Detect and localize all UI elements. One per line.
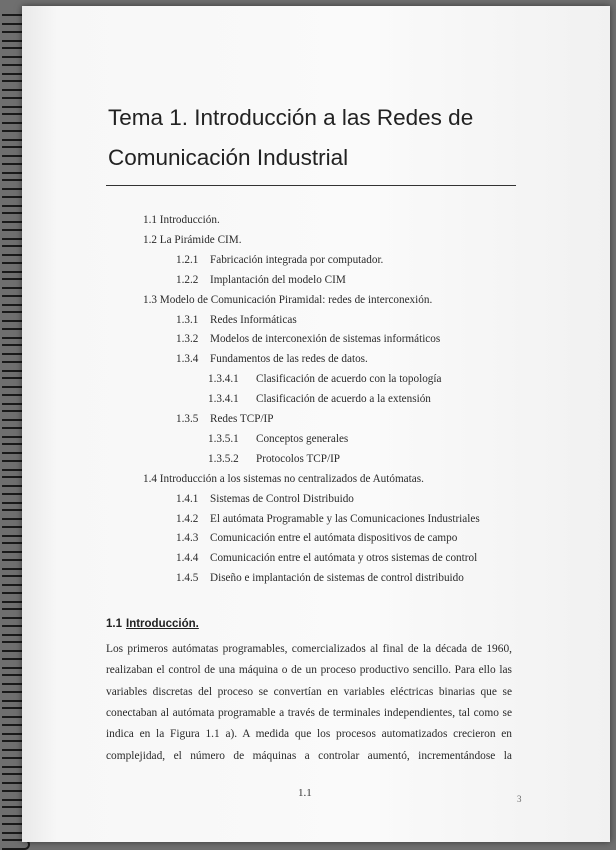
toc-entry-number: 1.3.4.1 [208, 373, 239, 386]
toc-entry-number: 1.4.2 [176, 512, 199, 525]
toc-entry [176, 314, 297, 326]
toc-entry-text: 1.2 La Pirámide CIM. [143, 233, 242, 246]
toc-entry-text: 1.4 Introducción a los sistemas no centralizados de Autómatas. [143, 472, 424, 485]
section-number: 1.1 [106, 618, 122, 630]
section-heading [106, 618, 199, 630]
title-line-1: Tema 1. Introducción a las Redes de [108, 105, 474, 130]
toc-entry [176, 552, 477, 564]
toc-entry-number: 1.4.1 [176, 492, 199, 505]
toc-entry-number: 1.3.5.1 [208, 432, 239, 445]
toc-entry-number: 1.3.5.2 [208, 452, 239, 465]
toc-entry-text: Fabricación integrada por computador. [210, 253, 384, 266]
toc-entry-text: Conceptos generales [256, 432, 349, 445]
toc-entry [176, 493, 354, 505]
toc-entry-text: Clasificación de acuerdo a la extensión [256, 393, 431, 406]
toc-entry-text: Fundamentos de las redes de datos. [210, 353, 368, 366]
toc-entry [208, 393, 431, 405]
toc-entry-text: El autómata Programable y las Comunicaciones Industriales [210, 512, 480, 525]
toc-entry-number: 1.4.4 [176, 552, 199, 565]
toc-entry-text: Diseño e implantación de sistemas de control distribuido [210, 572, 464, 585]
toc-entry-text: Redes TCP/IP [210, 413, 274, 425]
toc-entry [176, 572, 464, 584]
toc-entry [143, 214, 220, 226]
toc-entry-number: 1.4.5 [176, 572, 199, 585]
body-text-line: complejidad, el número de máquinas a controlar aumentó, incrementándose la [106, 749, 512, 762]
body-text-line: Los primeros autómatas programables, comercializados al final de la década de 1960, [106, 643, 512, 655]
toc-entry-number: 1.3.5 [176, 413, 199, 425]
toc-entry-number: 1.3.4.1 [208, 393, 239, 406]
toc-entry-text: Redes Informáticas [210, 313, 297, 326]
title-line-2: Comunicación Industrial [108, 145, 349, 170]
toc-entry-number: 1.4.3 [176, 532, 199, 545]
body-text-line: variables discretas del proceso se convertían en variables eléctricas binarias que se [106, 685, 512, 698]
toc-entry-text: 1.1 Introducción. [143, 214, 220, 226]
toc-entry-text: Modelos de interconexión de sistemas informáticos [210, 333, 441, 346]
toc-entry [208, 453, 340, 465]
corner-mark: 3 [517, 794, 522, 804]
body-text-line: indica en la Figura 1.1 a). A medida que los procesos automatizados crecieron en [106, 728, 512, 741]
toc-entry-text: Comunicación entre el autómata y otros sistemas de control [210, 552, 478, 565]
toc-entry-text: Sistemas de Control Distribuido [210, 492, 354, 505]
toc-entry-text: Protocolos TCP/IP [256, 452, 341, 465]
page-title [108, 98, 528, 178]
toc-entry-number: 1.3.2 [176, 333, 199, 346]
page-number: 1.1 [298, 787, 312, 799]
section-title: Introducción. [126, 618, 199, 630]
toc-entry-number: 1.2.1 [176, 253, 199, 266]
toc-entry-text: Clasificación de acuerdo con la topología [256, 373, 442, 386]
body-text-line: conectaban al autómata programable a través de terminales independientes, tal como se [106, 706, 512, 719]
toc-entry [176, 254, 383, 266]
toc-entry [176, 333, 440, 345]
toc-entry [208, 433, 348, 445]
toc-entry-number: 1.2.2 [176, 273, 199, 286]
toc-entry [143, 234, 242, 246]
body-text-line: realizaban el control de una máquina o de un proceso productivo sencillo. Para ello las [106, 664, 512, 677]
title-rule [106, 185, 516, 186]
toc-entry [176, 413, 274, 425]
toc-entry [176, 353, 368, 365]
toc-entry-text: Implantación del modelo CIM [210, 273, 346, 286]
toc-entry-number: 1.3.4 [176, 353, 199, 366]
toc-entry [176, 513, 480, 525]
toc-entry [143, 473, 424, 485]
toc-entry [143, 294, 432, 306]
toc-entry-number: 1.3.1 [176, 313, 199, 326]
toc-entry [176, 274, 346, 286]
toc-entry [208, 373, 441, 385]
toc-entry-text: Comunicación entre el autómata dispositivos de campo [210, 532, 458, 545]
toc-entry-text: 1.3 Modelo de Comunicación Piramidal: redes de interconexión. [143, 293, 433, 306]
toc-entry [176, 532, 457, 544]
